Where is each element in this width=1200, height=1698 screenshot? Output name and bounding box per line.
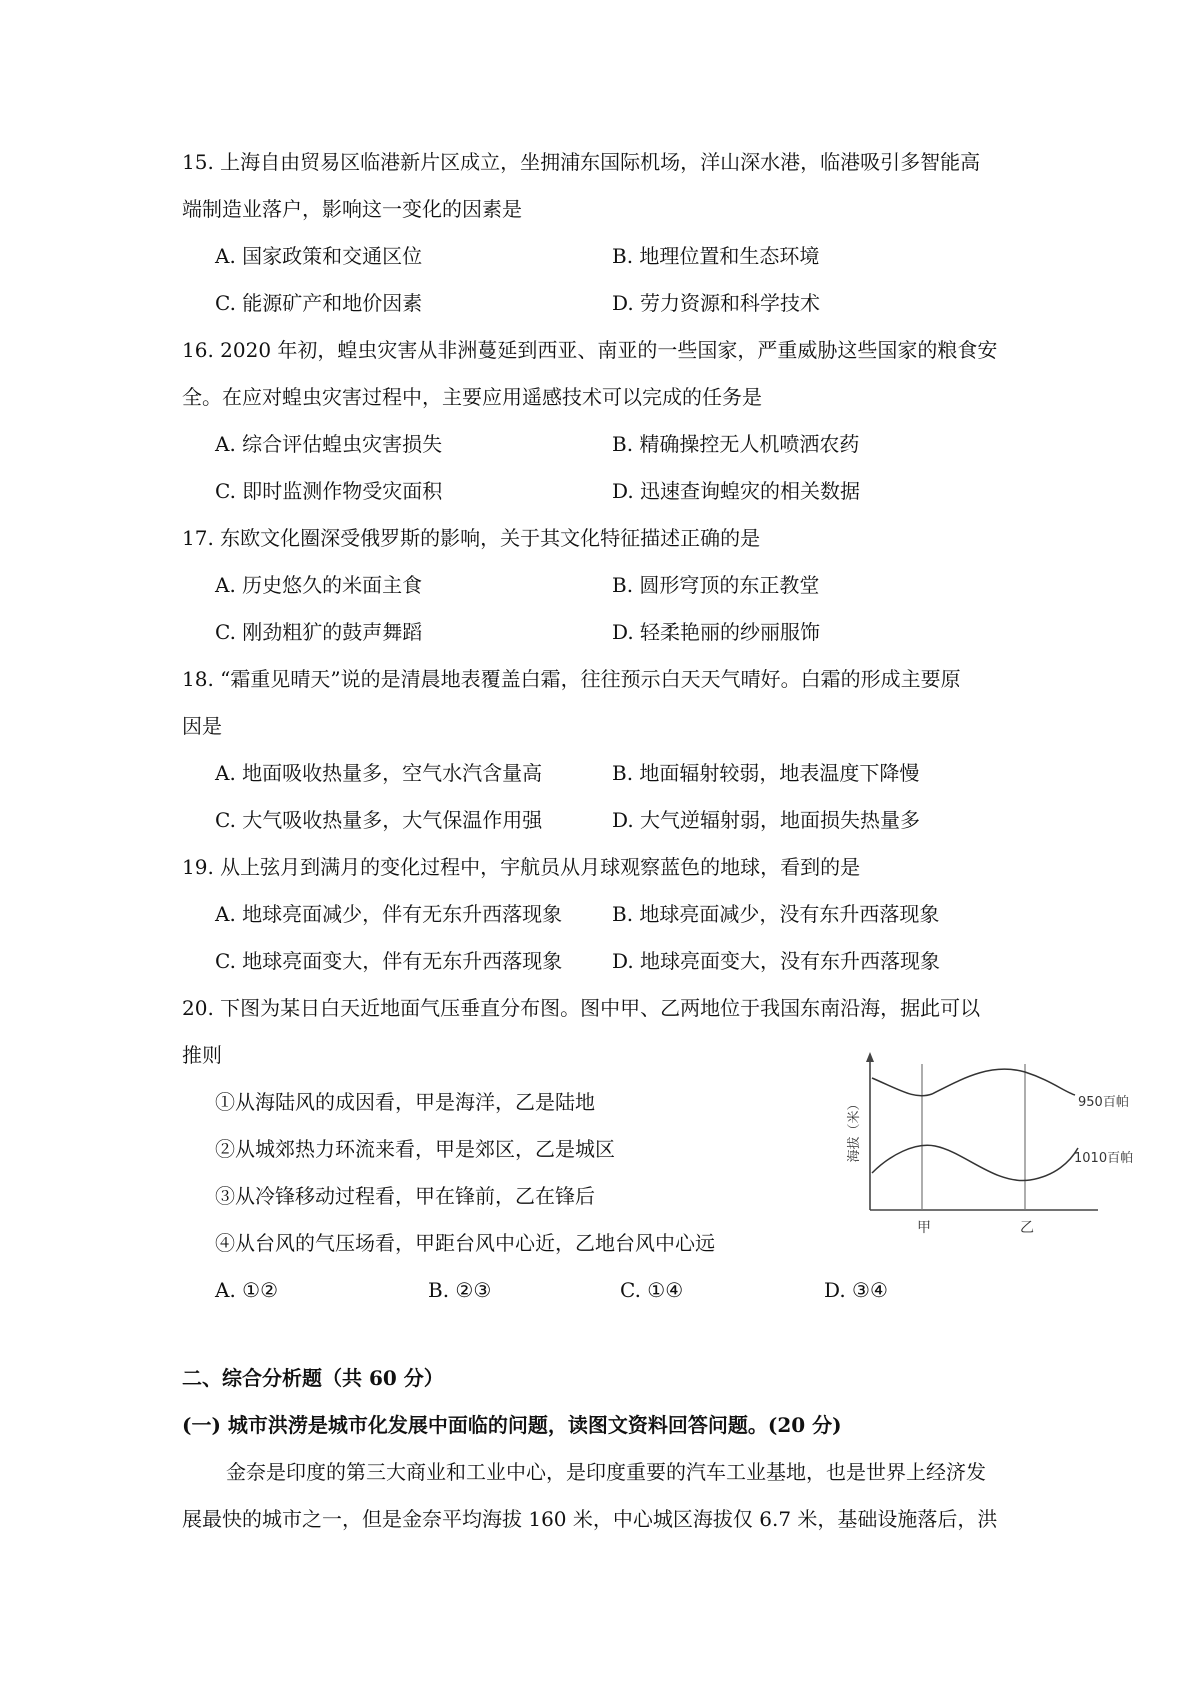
q19-stem-line1: 19. 从上弦月到满月的变化过程中，宇航员从月球观察蓝色的地球，看到的是 (182, 855, 861, 879)
q18-option-d: D. 大气逆辐射弱，地面损失热量多 (612, 808, 921, 832)
q18-option-a: A. 地面吸收热量多，空气水汽含量高 (215, 761, 543, 785)
q15-stem-line2: 端制造业落户，影响这一变化的因素是 (182, 197, 522, 221)
q19-option-a: A. 地球亮面减少，伴有无东升西落现象 (215, 902, 563, 926)
q20-option-b: B. ②③ (428, 1278, 492, 1302)
q17-option-d: D. 轻柔艳丽的纱丽服饰 (612, 620, 821, 644)
section2-title: 二、综合分析题（共 60 分） (182, 1366, 444, 1390)
isobar-1010-label: 1010百帕 (1074, 1151, 1134, 1166)
isobar-950-label: 950百帕 (1078, 1095, 1129, 1110)
q16-option-a: A. 综合评估蝗虫灾害损失 (215, 432, 443, 456)
isobar-950-curve (872, 1069, 1075, 1096)
q20-option-c: C. ①④ (620, 1278, 684, 1302)
q20-statement-2: ②从城郊热力环流来看，甲是郊区，乙是城区 (215, 1137, 615, 1161)
q20-statement-3: ③从冷锋移动过程看，甲在锋前，乙在锋后 (215, 1184, 595, 1208)
q20-option-d: D. ③④ (824, 1278, 888, 1302)
q16-stem-line1: 16. 2020 年初，蝗虫灾害从非洲蔓延到西亚、南亚的一些国家，严重威胁这些国家的粮食安 (182, 338, 998, 362)
q18-option-c: C. 大气吸收热量多，大气保温作用强 (215, 808, 543, 832)
q16-option-b: B. 精确操控无人机喷洒农药 (612, 432, 860, 456)
q15-option-b: B. 地理位置和生态环境 (612, 244, 820, 268)
jia-label: 甲 (917, 1220, 931, 1236)
isobar-1010-curve (872, 1145, 1078, 1180)
q16-stem-line2: 全。在应对蝗虫灾害过程中，主要应用遥感技术可以完成的任务是 (182, 385, 762, 409)
q20-stem-line1: 20. 下图为某日白天近地面气压垂直分布图。图中甲、乙两地位于我国东南沿海，据此可以 (182, 996, 981, 1020)
q20-statement-4: ④从台风的气压场看，甲距台风中心近，乙地台风中心远 (215, 1231, 715, 1255)
q20-option-a: A. ①② (215, 1278, 279, 1302)
q20-stem-line2: 推则 (182, 1043, 222, 1067)
y-axis-label: 海拔（米） (847, 1097, 862, 1163)
q15-option-c: C. 能源矿产和地价因素 (215, 291, 423, 315)
yi-label: 乙 (1020, 1220, 1034, 1236)
q18-stem-line2: 因是 (182, 714, 222, 738)
section2-part1-title: (一) 城市洪涝是城市化发展中面临的问题，读图文资料回答问题。(20 分) (182, 1413, 842, 1437)
section2-para-line2: 展最快的城市之一，但是金奈平均海拔 160 米，中心城区海拔仅 6.7 米，基础设施落后，洪 (182, 1507, 998, 1531)
q16-option-c: C. 即时监测作物受灾面积 (215, 479, 443, 503)
q17-stem-line1: 17. 东欧文化圈深受俄罗斯的影响，关于其文化特征描述正确的是 (182, 526, 761, 550)
q20-statement-1: ①从海陆风的成因看，甲是海洋，乙是陆地 (215, 1090, 595, 1114)
q17-option-a: A. 历史悠久的米面主食 (215, 573, 423, 597)
q15-stem-line1: 15. 上海自由贸易区临港新片区成立，坐拥浦东国际机场，洋山深水港，临港吸引多智能高 (182, 150, 981, 174)
q19-option-d: D. 地球亮面变大，没有东升西落现象 (612, 949, 941, 973)
q18-option-b: B. 地面辐射较弱，地表温度下降慢 (612, 761, 920, 785)
y-axis-arrow (866, 1052, 874, 1062)
q15-option-a: A. 国家政策和交通区位 (215, 244, 423, 268)
q18-stem-line1: 18. “霜重见晴天”说的是清晨地表覆盖白霜，往往预示白天天气晴好。白霜的形成主要原 (182, 667, 961, 691)
q19-option-b: B. 地球亮面减少，没有东升西落现象 (612, 902, 940, 926)
section2-para-line1: 金奈是印度的第三大商业和工业中心，是印度重要的汽车工业基地，也是世界上经济发 (226, 1460, 986, 1484)
isobar-diagram (847, 1050, 1160, 1246)
q17-option-c: C. 刚劲粗犷的鼓声舞蹈 (215, 620, 423, 644)
q15-option-d: D. 劳力资源和科学技术 (612, 291, 821, 315)
q19-option-c: C. 地球亮面变大，伴有无东升西落现象 (215, 949, 563, 973)
q17-option-b: B. 圆形穹顶的东正教堂 (612, 573, 820, 597)
q16-option-d: D. 迅速查询蝗灾的相关数据 (612, 479, 861, 503)
